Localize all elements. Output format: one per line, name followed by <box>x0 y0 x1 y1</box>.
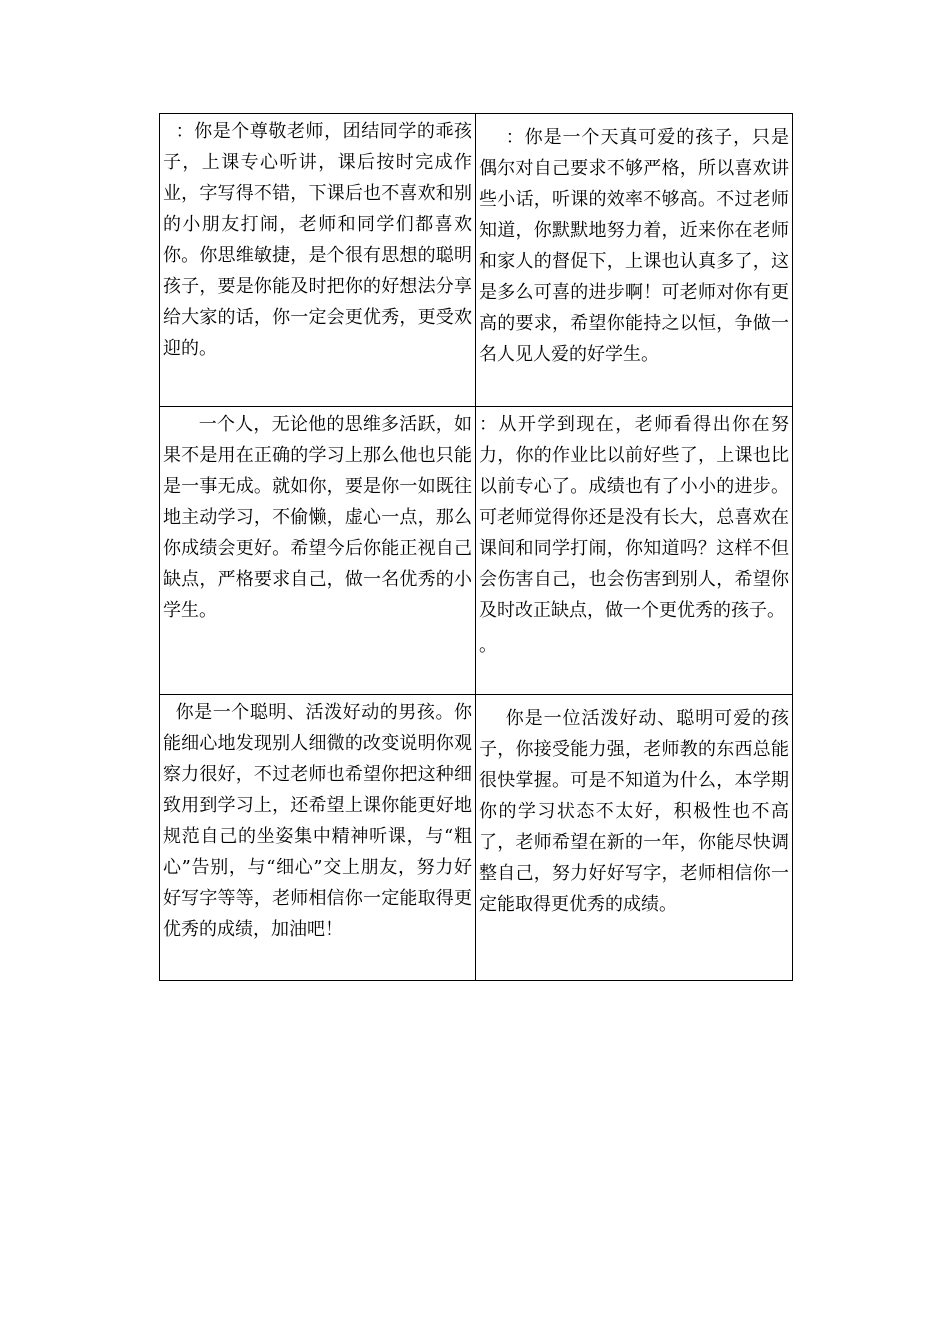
comment-text: ：你是一个天真可爱的孩子，只是偶尔对自己要求不够严格，所以喜欢讲些小话，听课的效率不够高。不过老师知道，你默默地努力着，近来你在老师和家人的督促下，上课也认真多了，这是多么可喜的进步啊！可老师对你有更高的要求，希望你能持之以恒，争做一名人见人爱的好学生。 <box>479 127 790 365</box>
comment-text: ：从开学到现在，老师看得出你在努力，你的作业比以前好些了，上课也比以前专心了。成绩也有了小小的进步。可老师觉得你还是没有长大，总喜欢在课间和同学打闹，你知道吗？这样不但会伤害自己，也会伤害到别人，希望你及时改正缺点，做一个更优秀的孩子。 <box>479 414 789 621</box>
table-cell <box>476 114 793 407</box>
comment-text: ：你是个尊敬老师，团结同学的乖孩子，上课专心听讲，课后按时完成作业，字写得不错，下课后也不喜欢和别的小朋友打闹，老师和同学们都喜欢你。你思维敏捷，是个很有思想的聪明孩子，要是你能及时把你的好想法分享给大家的话，你一定会更优秀，更受欢迎的。 <box>163 121 473 359</box>
table-cell <box>160 695 476 981</box>
table-cell <box>160 407 476 695</box>
comment-text: 你是一个聪明、活泼好动的男孩。你能细心地发现别人细微的改变说明你观察力很好，不过老师也希望你把这种细致用到学习上，还希望上课你能更好地规范自己的坐姿集中精神听课，与“粗心”告别，与“细心”交上朋友，努力好好写字等等，老师相信你一定能取得更优秀的成绩，加油吧！ <box>163 702 473 940</box>
comment-tail-text: 。 <box>479 635 497 656</box>
comment-table <box>159 113 793 981</box>
comment-text: 一个人，无论他的思维多活跃，如果不是用在正确的学习上那么他也只能是一事无成。就如你，要是你一如既往地主动学习，不偷懒，虚心一点，那么你成绩会更好。希望今后你能正视自己缺点，严格要求自己，做一名优秀的小学生。 <box>163 414 472 621</box>
table-row <box>160 114 793 407</box>
table-row <box>160 407 793 695</box>
table-cell <box>476 695 793 981</box>
table-cell <box>476 407 793 695</box>
table-row <box>160 695 793 981</box>
comment-text: 你是一位活泼好动、聪明可爱的孩子，你接受能力强，老师教的东西总能很快掌握。可是不知道为什么，本学期你的学习状态不太好，积极性也不高了，老师希望在新的一年，你能尽快调整自己，努力好好写字，老师相信你一定能取得更优秀的成绩。 <box>479 708 790 915</box>
table-cell <box>160 114 476 407</box>
